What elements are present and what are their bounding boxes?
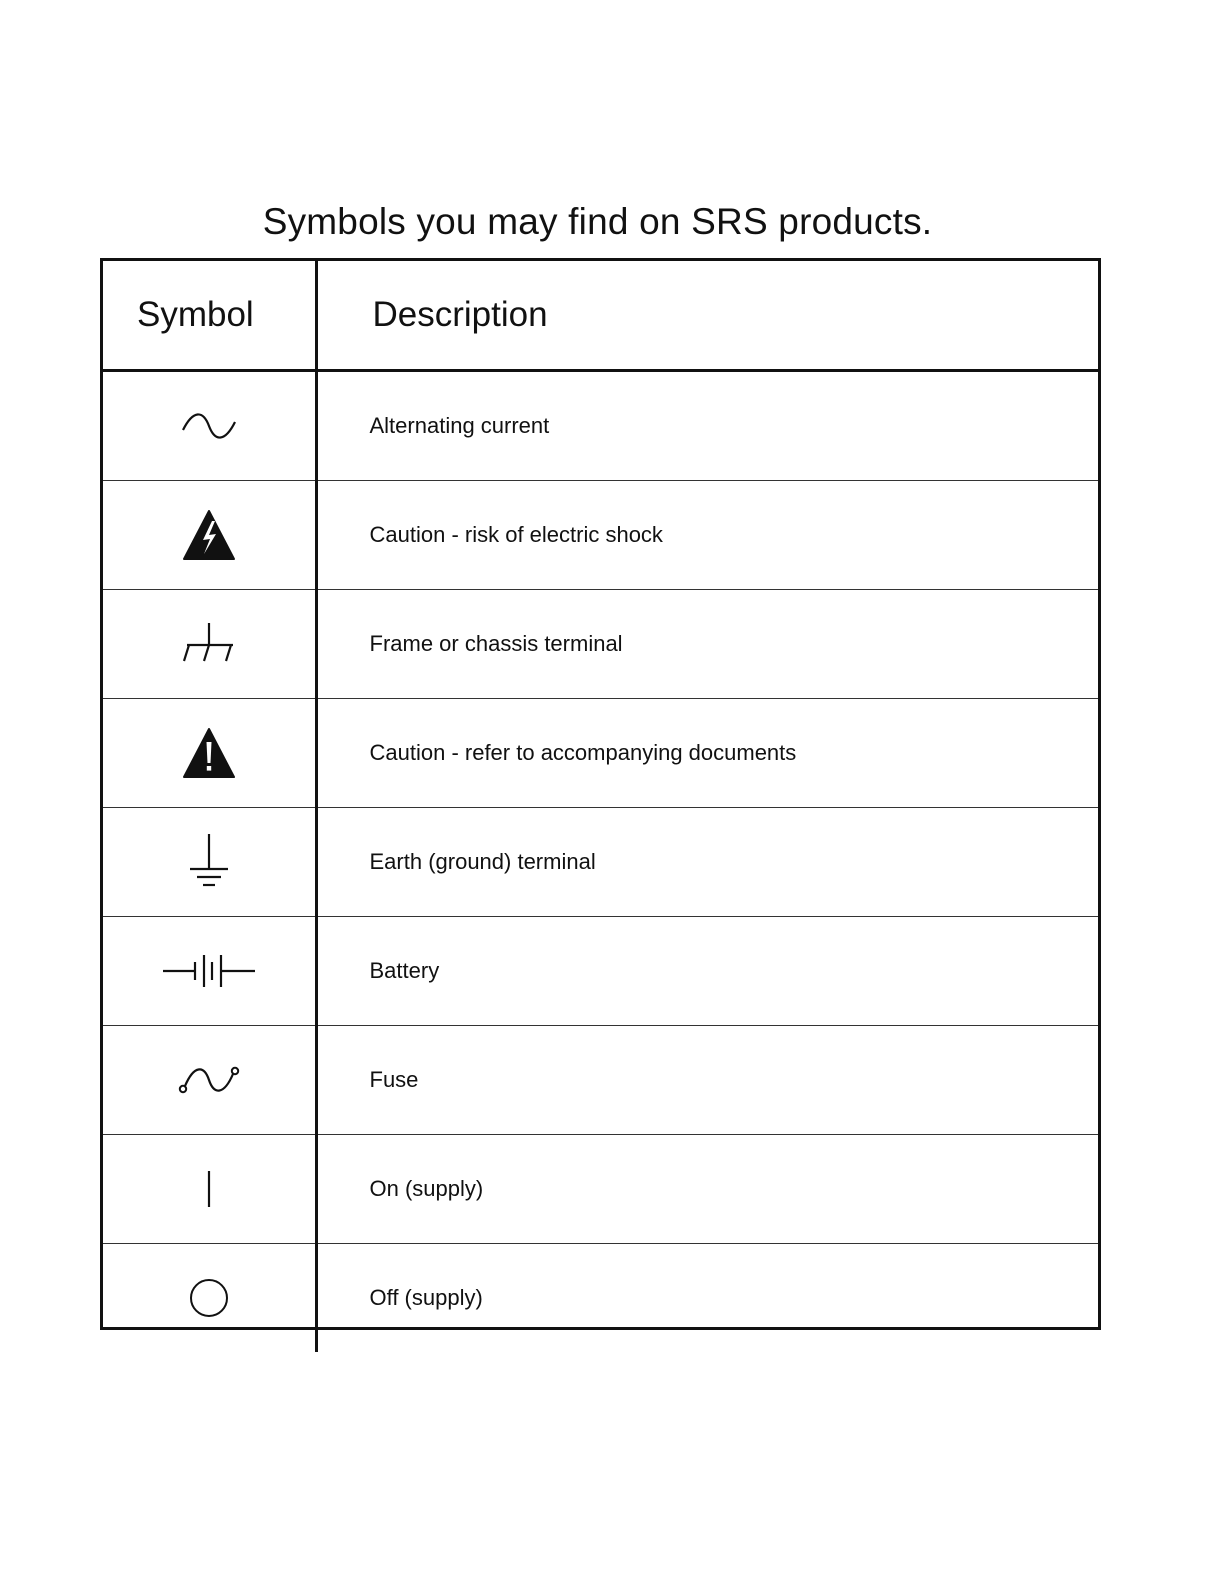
symbol-table: [100, 258, 1101, 1330]
table-row: [103, 699, 1098, 808]
alternating-current-icon: [179, 406, 239, 446]
table-row: [103, 808, 1098, 917]
row-description: Caution - refer to accompanying documents: [316, 699, 1098, 808]
table-row: [103, 481, 1098, 590]
page-title: Symbols you may find on SRS products.: [262, 201, 933, 242]
caution-exclamation-icon: [181, 727, 237, 779]
row-description: On (supply): [316, 1135, 1098, 1244]
row-description: Battery: [316, 917, 1098, 1026]
table-row: [103, 917, 1098, 1026]
symbol-column-header: Symbol: [103, 261, 316, 371]
power-on-icon: [199, 1167, 219, 1211]
row-description: Off (supply): [369, 1285, 483, 1310]
table-row: [103, 1244, 1098, 1353]
table-row: [103, 1135, 1098, 1244]
row-description: Alternating current: [316, 371, 1098, 481]
description-column-header: Description: [316, 261, 1098, 371]
table-row: [103, 1026, 1098, 1135]
table-header-row: [103, 261, 1098, 371]
row-description: Caution - risk of electric shock: [316, 481, 1098, 590]
electric-shock-warning-icon: [181, 509, 237, 561]
table-row: [103, 371, 1098, 481]
row-description: Frame or chassis terminal: [316, 590, 1098, 699]
row-description: Fuse: [316, 1026, 1098, 1135]
table-row: [103, 590, 1098, 699]
battery-icon: [161, 951, 257, 991]
chassis-terminal-icon: [179, 619, 239, 669]
row-description: Earth (ground) terminal: [316, 808, 1098, 917]
earth-ground-icon: [184, 832, 234, 892]
power-off-icon: [187, 1276, 231, 1320]
fuse-icon: [176, 1059, 242, 1101]
